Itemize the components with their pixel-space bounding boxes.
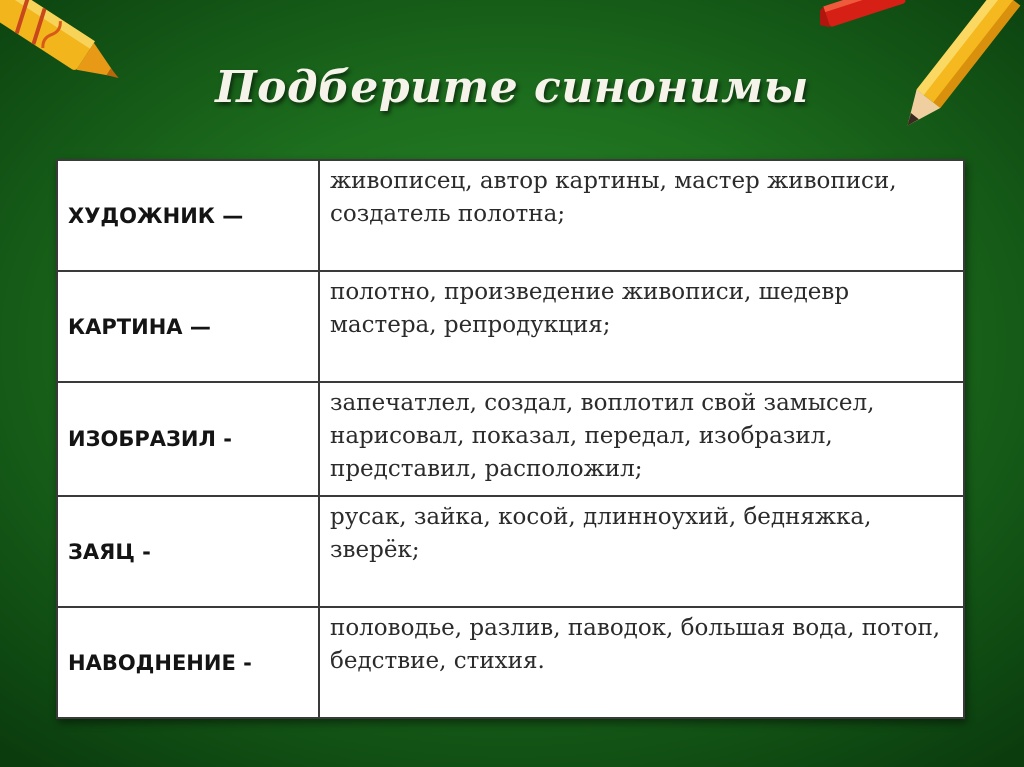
synonyms-cell: полотно, произведение живописи, шедевр мастера, репродукция; [319,271,964,382]
table-row [57,160,964,271]
table-row [57,271,964,382]
table-row [57,607,964,718]
term-cell: НАВОДНЕНИЕ - [57,607,319,718]
table-row [57,382,964,496]
synonyms-table [56,159,965,719]
slide-title: Подберите синонимы [215,62,809,113]
synonyms-cell: половодье, разлив, паводок, большая вода, потоп, бедствие, стихия. [319,607,964,718]
term-cell: ИЗОБРАЗИЛ - [57,382,319,496]
synonyms-cell: живописец, автор картины, мастер живописи, создатель полотна; [319,160,964,271]
synonyms-cell: запечатлел, создал, воплотил свой замысел, нарисовал, показал, передал, изобразил, представил, расположил; [319,382,964,496]
table-row [57,496,964,607]
synonyms-cell: русак, зайка, косой, длинноухий, бедняжка, зверёк; [319,496,964,607]
term-cell: КАРТИНА — [57,271,319,382]
term-cell: ХУДОЖНИК — [57,160,319,271]
term-cell: ЗАЯЦ - [57,496,319,607]
